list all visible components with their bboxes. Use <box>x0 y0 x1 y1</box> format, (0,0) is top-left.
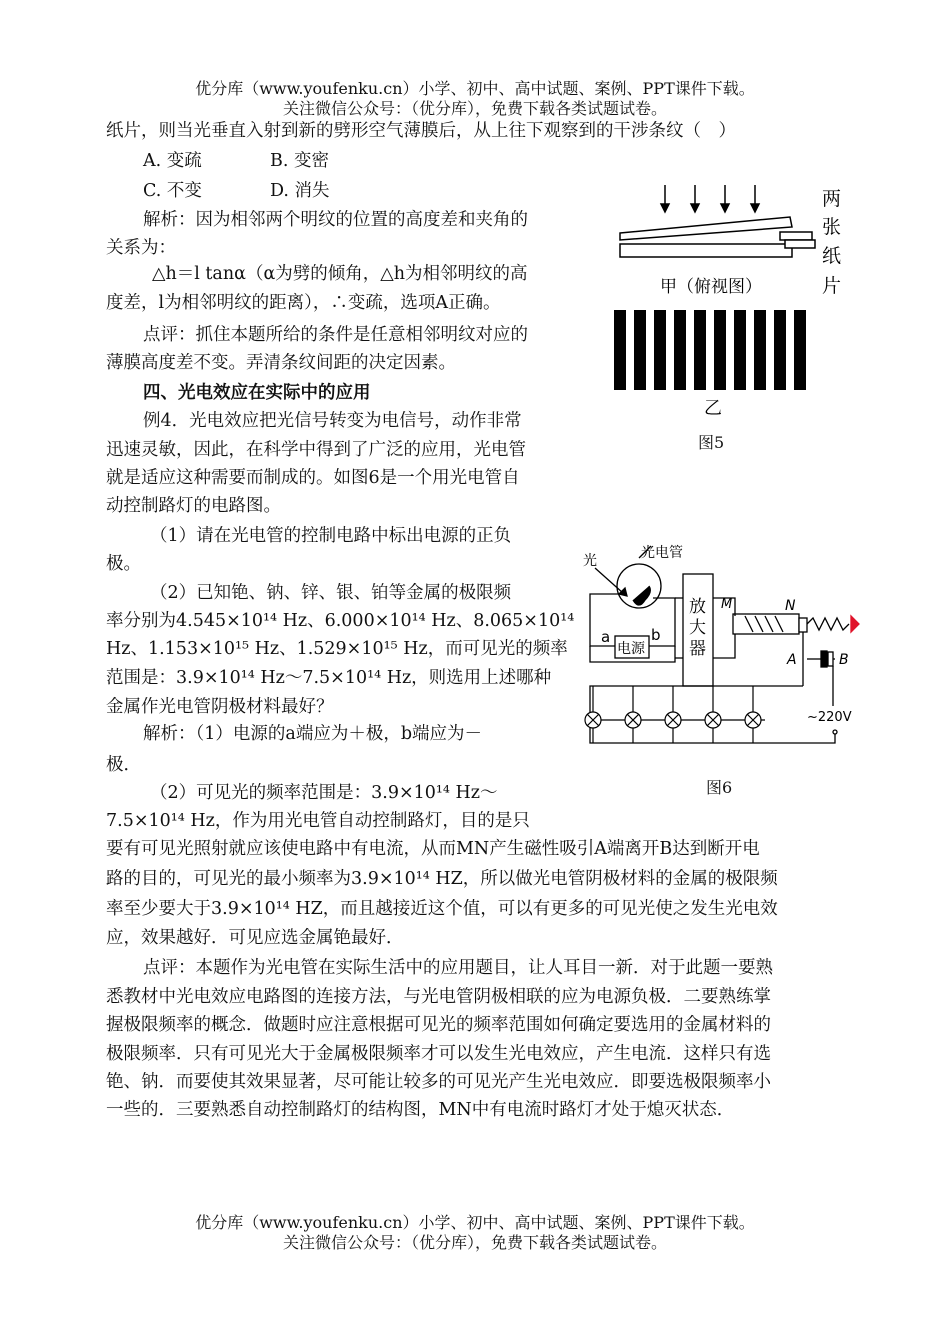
interference-stripes <box>614 310 806 390</box>
label-m: M <box>721 597 733 612</box>
subquestion-2-line-3: Hz、1.153×10¹⁵ Hz、1.529×10¹⁵ Hz，而可见光的频率 <box>106 639 568 659</box>
comment-4-line-6: 一些的．三要熟悉自动控制路灯的结构图，MN中有电流时路灯才处于熄灭状态． <box>106 1100 735 1120</box>
svg-text:片: 片 <box>822 275 842 297</box>
wedge-plates <box>620 217 815 257</box>
comment-4-line-3: 握极限频率的概念．做题时应注意根据可见光的频率范围如何确定要选用的金属材料的 <box>106 1015 771 1035</box>
coil <box>745 616 783 632</box>
label-amp-3: 器 <box>689 639 706 659</box>
answer-line-8: 应，效果越好．可见应选金属铯最好． <box>106 928 404 948</box>
answer-line-3: （2）可见光的频率范围是：3.9×10¹⁴ Hz～ <box>150 783 498 803</box>
label-voltage: ~220V <box>807 710 852 725</box>
analysis-line-1: 解析：因为相邻两个明纹的位置的高度差和夹角的 <box>143 210 528 230</box>
label-A: A <box>787 652 797 668</box>
label-amp-1: 放 <box>689 597 706 617</box>
subquestion-1-line-2: 极。 <box>106 554 141 574</box>
example-line-4: 动控制路灯的电路图。 <box>106 496 281 516</box>
header-line-2: 关注微信公众号：（优分库），免费下载各类试题试卷。 <box>282 99 667 118</box>
svg-text:两: 两 <box>822 188 842 210</box>
label-source: 电源 <box>617 641 645 657</box>
option-a: A. 变疏 <box>143 151 202 171</box>
example-line-3: 就是适应这种需要而制成的。如图6是一个用光电管自 <box>106 468 520 488</box>
subquestion-2-line-2: 率分别为4.545×10¹⁴ Hz、6.000×10¹⁴ Hz、8.065×10¹⁴ <box>106 611 575 631</box>
svg-text:纸: 纸 <box>822 245 842 267</box>
spring <box>807 618 849 630</box>
answer-line-7: 率至少要大于3.9×10¹⁴ HZ，而且越接近这个值，可以有更多的可见光使之发生光电效 <box>106 899 778 919</box>
lamps <box>585 686 761 743</box>
answer-line-1: 解析：（1）电源的a端应为＋极，b端应为－ <box>143 724 483 744</box>
figure-6-caption: 图6 <box>706 778 733 797</box>
option-d: D. 消失 <box>270 181 330 201</box>
label-light: 光 <box>583 553 597 569</box>
comment-4-line-1: 点评：本题作为光电管在实际生活中的应用题目，让人耳目一新．对于此题一要熟 <box>143 958 773 978</box>
figure-5-bottom-label: 乙 <box>704 398 722 419</box>
section-title: 四、光电效应在实际中的应用 <box>143 383 371 403</box>
question-stem: 纸片，则当光垂直入射到新的劈形空气薄膜后，从上往下观察到的干涉条纹（ ） <box>106 121 736 141</box>
example-line-1: 例4．光电效应把光信号转变为电信号，动作非常 <box>143 411 522 431</box>
answer-line-5: 要有可见光照射就应该使电路中有电流，从而MN产生磁性吸引A端离开B达到断开电 <box>106 839 760 859</box>
figure-5-top-label: 甲（俯视图） <box>660 277 762 297</box>
analysis-line-4: 度差，l为相邻明纹的距离），∴变疏，选项A正确。 <box>106 293 501 313</box>
figure-5 <box>600 180 860 430</box>
comment-4-line-5: 铯、钠．而要使其效果显著，尽可能让较多的可见光产生光电效应．即要选极限频率小 <box>106 1072 771 1092</box>
label-phototube: 光电管 <box>641 545 683 561</box>
answer-line-2: 极． <box>106 755 141 775</box>
comment-4-line-4: 极限频率．只有可见光大于金属极限频率才可以发生光电效应，产生电流．这样只有选 <box>106 1044 771 1064</box>
header-line-1: 优分库（www.youfenku.cn）小学、初中、高中试题、案例、PPT课件下载。 <box>195 79 755 98</box>
label-B: B <box>839 652 849 668</box>
footer-line-1: 优分库（www.youfenku.cn）小学、初中、高中试题、案例、PPT课件下载。 <box>195 1213 755 1232</box>
answer-line-4: 7.5×10¹⁴ Hz，作为用光电管自动控制路灯，目的是只 <box>106 811 530 831</box>
figure-6 <box>575 538 865 763</box>
label-b: b <box>651 626 661 644</box>
example-line-2: 迅速灵敏，因此，在科学中得到了广泛的应用，光电管 <box>106 440 526 460</box>
comment-line-1: 点评：抓住本题所给的条件是任意相邻明纹对应的 <box>143 325 528 345</box>
option-b: B. 变密 <box>270 151 329 171</box>
tube-cathode <box>633 586 650 605</box>
side-label <box>822 188 841 297</box>
spring-anchor <box>851 616 859 632</box>
subquestion-1-line-1: （1）请在光电管的控制电路中标出电源的正负 <box>150 526 512 546</box>
option-c: C. 不变 <box>143 181 202 201</box>
switch-contact <box>821 651 827 667</box>
footer-line-2: 关注微信公众号：（优分库），免费下载各类试题试卷。 <box>282 1233 667 1252</box>
comment-line-2: 薄膜高度差不变。弄清条纹间距的决定因素。 <box>106 353 456 373</box>
answer-line-6: 路的目的，可见光的最小频率为3.9×10¹⁴ HZ，所以做光电管阴极材料的金属的极限频 <box>106 869 778 889</box>
comment-4-line-2: 悉教材中光电效应电路图的连接方法，与光电管阴极相联的应为电源负极．二要熟练掌 <box>106 987 771 1007</box>
subquestion-2-line-5: 金属作光电管阴极材料最好？ <box>106 697 334 717</box>
label-n: N <box>785 598 796 614</box>
svg-text:张: 张 <box>822 216 842 238</box>
subquestion-2-line-4: 范围是：3.9×10¹⁴ Hz～7.5×10¹⁴ Hz，则选用上述哪种 <box>106 668 552 688</box>
analysis-line-2: 关系为： <box>106 238 176 258</box>
light-arrow <box>595 568 623 593</box>
analysis-line-3: △h＝l tanα（α为劈的倾角，△h为相邻明纹的高 <box>152 264 528 284</box>
label-a: a <box>601 628 611 646</box>
subquestion-2-line-1: （2）已知铯、钠、锌、银、铂等金属的极限频 <box>150 583 512 603</box>
figure-5-caption: 图5 <box>698 433 725 452</box>
light-arrows <box>661 185 759 212</box>
label-amp-2: 大 <box>689 618 706 638</box>
